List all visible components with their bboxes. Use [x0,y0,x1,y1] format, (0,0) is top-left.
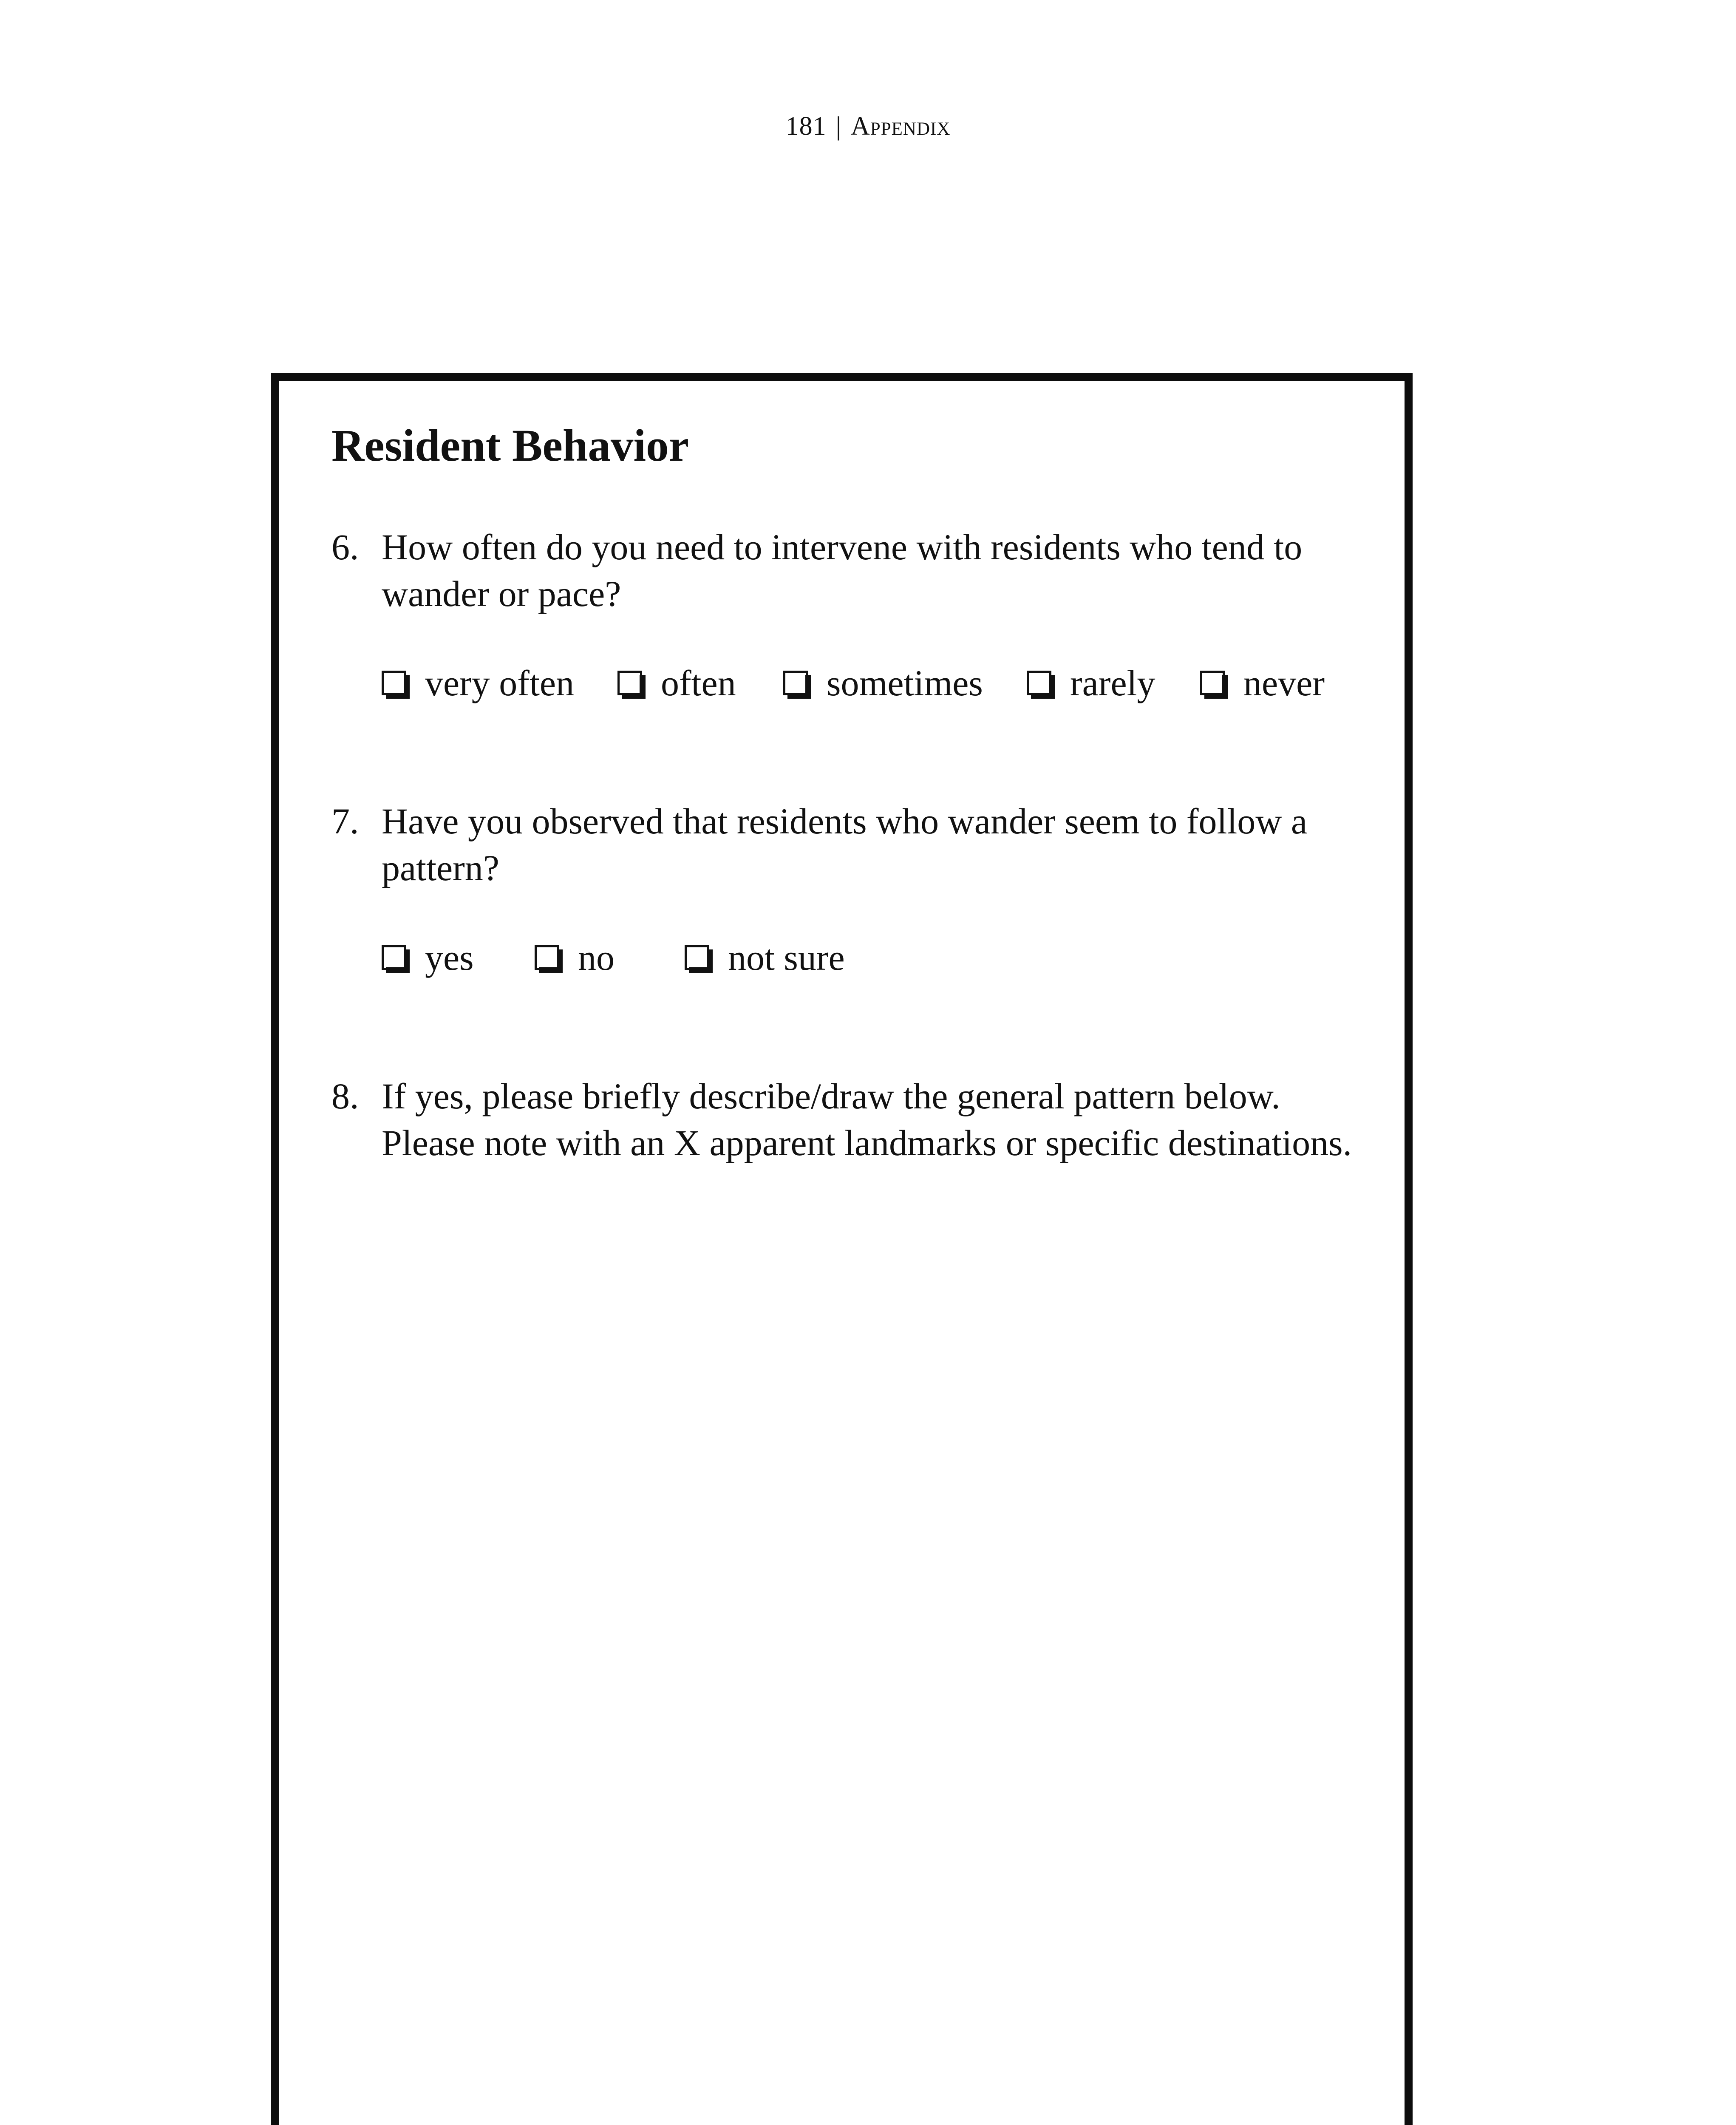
running-head-section: Appendix [851,112,951,141]
checkbox-icon[interactable] [535,945,563,973]
option-label: not sure [728,937,845,978]
option-label: often [661,663,736,703]
option-label: rarely [1070,663,1155,703]
checkbox-icon[interactable] [382,671,410,699]
option-label: never [1243,663,1325,703]
question-text: If yes, please briefly describe/draw the general pattern below. Please note with an X apparent landmarks or specific destinations. [382,1076,1352,1163]
question-text: How often do you need to intervene with residents who tend to wander or pace? [382,527,1303,614]
survey-frame [271,373,1413,2125]
option-no[interactable] [535,934,615,981]
question-number: 6. [331,527,359,567]
question-text: Have you observed that residents who wander seem to follow a pattern? [382,801,1308,888]
option-not-sure[interactable] [685,934,845,981]
question-number: 7. [331,801,359,842]
option-label: no [578,937,615,978]
checkbox-icon[interactable] [783,671,811,699]
checkbox-icon[interactable] [617,671,646,699]
option-rarely[interactable] [1027,660,1155,706]
checkbox-icon[interactable] [685,945,713,973]
option-yes[interactable] [382,934,474,981]
option-sometimes[interactable] [783,660,983,706]
option-label: yes [425,937,474,978]
page-number: 181 [785,112,827,141]
section-title: Resident Behavior [331,421,689,471]
question-number: 8. [331,1076,359,1116]
option-often[interactable] [617,660,736,706]
running-head-separator: | [835,112,842,141]
running-head [0,111,1736,142]
checkbox-icon[interactable] [1200,671,1228,699]
option-label: sometimes [827,663,983,703]
checkbox-icon[interactable] [382,945,410,973]
checkbox-icon[interactable] [1027,671,1055,699]
option-very-often[interactable] [382,660,574,706]
option-label: very often [425,663,575,703]
option-never[interactable] [1200,660,1325,706]
